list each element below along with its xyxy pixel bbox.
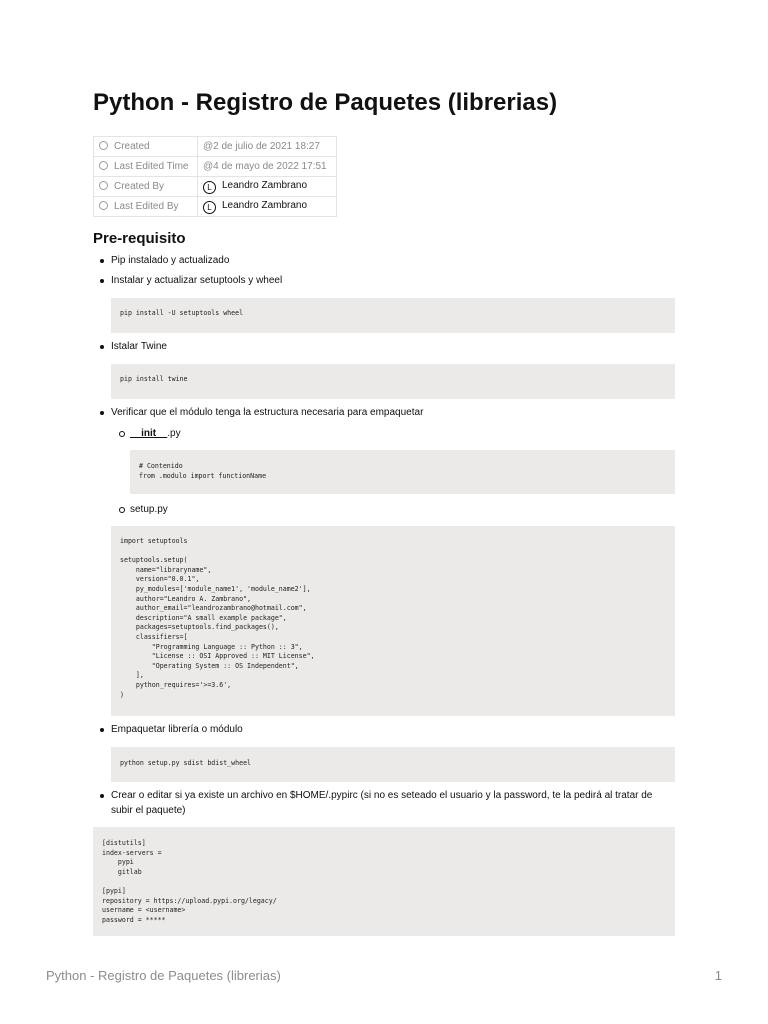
code-block-setuptools: pip install -U setuptools wheel (111, 298, 675, 333)
property-row-created (94, 137, 337, 157)
list-item-pip: Pip instalado y actualizado (111, 255, 230, 266)
code-block-package: python setup.py sdist bdist_wheel (111, 747, 675, 782)
property-row-last-edited-by (94, 197, 337, 217)
clock-icon (99, 141, 108, 150)
list-item-init (130, 426, 181, 441)
code-block-twine: pip install twine (111, 364, 675, 399)
property-name: Created (114, 141, 150, 152)
property-value: @2 de julio de 2021 18:27 (198, 137, 337, 157)
property-name: Last Edited By (114, 201, 179, 212)
property-value: @4 de mayo de 2022 17:51 (198, 157, 337, 177)
property-value: Leandro Zambrano (222, 179, 308, 191)
list-item-setup: setup.py (130, 504, 168, 515)
property-value: Leandro Zambrano (222, 199, 308, 211)
list-item-twine: Istalar Twine (111, 341, 167, 352)
property-name: Last Edited Time (114, 161, 189, 172)
init-extension: .py (167, 428, 181, 439)
list-item-pypirc: Crear o editar si ya existe un archivo en $HOME/.pypirc (si no es seteado el usuario y la password, te la pedirá al tratar de subir el paquete) (111, 788, 675, 818)
avatar: L (203, 181, 216, 194)
property-row-last-edited-time (94, 157, 337, 177)
code-block-setup: import setuptools setuptools.setup( name="libraryname", version="0.0.1", py_modules=['module_name1', 'module_name2'], author="Leandro A. Zambrano", author_email="leandrozambrano@hotmail.com", description="A small example package", packages=setuptools.find_packages(), classifiers=[ "Programming Language :: Python :: 3", "License :: OSI Approved :: MIT License", "Operating System :: OS Independent", ], python_requires='>=3.6', ) (111, 526, 675, 716)
code-block-pypirc: [distutils] index-servers = pypi gitlab [pypi] repository = https://upload.pypi.org/legacy/ username = <username> password = ***** (93, 827, 675, 936)
property-row-created-by (94, 177, 337, 197)
list-item-setuptools: Instalar y actualizar setuptools y wheel (111, 275, 283, 286)
list-item-verify: Verificar que el módulo tenga la estructura necesaria para empaquetar (111, 407, 424, 418)
avatar: L (203, 201, 216, 214)
page-number: 1 (714, 968, 722, 983)
footer-title: Python - Registro de Paquetes (librerias) (46, 968, 281, 983)
init-filename: __init__ (130, 428, 168, 439)
list-item-package: Empaquetar librería o módulo (111, 724, 243, 735)
clock-icon (99, 161, 108, 170)
code-block-init: # Contenido from .modulo import functionName (130, 450, 675, 494)
person-icon (99, 181, 108, 190)
page-title: Python - Registro de Paquetes (librerias) (93, 89, 558, 116)
property-name: Created By (114, 181, 165, 192)
person-icon (99, 201, 108, 210)
section-heading: Pre-requisito (93, 230, 186, 247)
properties-table (93, 136, 337, 217)
